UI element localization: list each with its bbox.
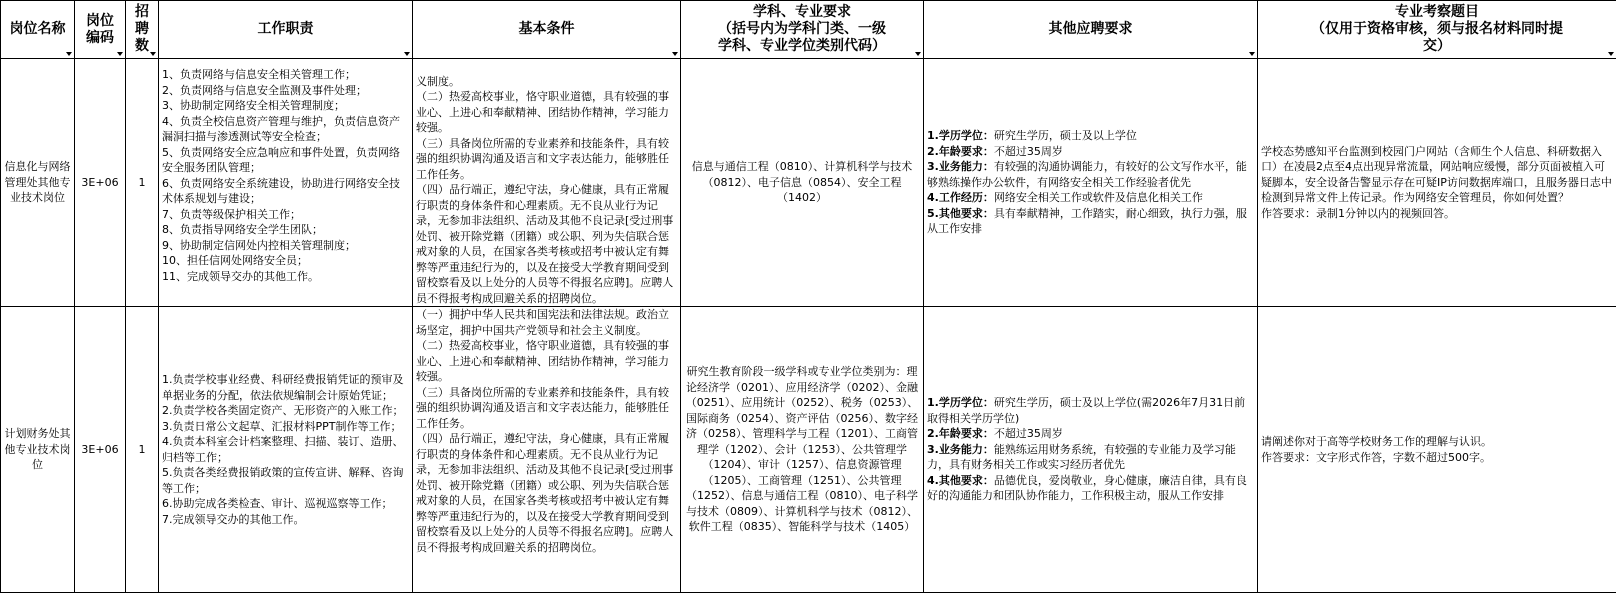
filter-dropdown-icon[interactable]: [1608, 52, 1614, 56]
other-requirements-cell[interactable]: [924, 307, 1258, 593]
majors-cell[interactable]: 研究生教育阶段一级学科或专业学位类别为：理论经济学（0201）、应用经济学（0202）、金融（0251）、应用统计（0252）、税务（0253）、国际商务（0254）、资产评估（0256）、数字经济（0258）、管理科学与工程（1201）、工商管理学（1202）、会计（1253）、公共管理学（1204）、审计（1257）、信息资源管理（1205）、工商管理（1251）、公共管理（1252）、信息与通信工程（0810）、电子科学与技术（0809）、计算机科学与技术（0812）、软件工程（0835）、智能科学与技术（1405）: [681, 307, 924, 593]
duty-item: 2.负责学校各类固定资产、无形资产的入账工作；: [162, 403, 409, 419]
header-other-requirements[interactable]: 其他应聘要求: [924, 1, 1258, 59]
position-name-cell[interactable]: 计划财务处其他专业技术岗位: [1, 307, 75, 593]
recruit-count-cell[interactable]: 1: [126, 307, 159, 593]
duties-cell[interactable]: [159, 59, 413, 307]
requirement-item: 3.业务能力：有较强的沟通协调能力，有较好的公文写作水平，能够熟练操作办公软件，有网络安全相关工作经验者优先: [927, 159, 1254, 190]
exam-answer-requirement: 作答要求：文字形式作答，字数不超过500字。: [1261, 450, 1613, 466]
header-row: [1, 1, 1616, 59]
filter-dropdown-icon[interactable]: [404, 52, 410, 56]
condition-item: （一）拥护中华人民共和国宪法和法律法规。政治立场坚定，拥护中国共产党领导和社会主义制度。: [416, 307, 677, 338]
duty-item: 1.负责学校事业经费、科研经费报销凭证的预审及单据业务的分配，依法依规编制会计原始凭证；: [162, 372, 409, 403]
duties-cell[interactable]: [159, 307, 413, 593]
header-major-requirements[interactable]: 学科、专业要求 （括号内为学科门类、一级 学科、专业学位类别代码）: [681, 1, 924, 59]
condition-item: （二）热爱高校事业，恪守职业道德，具有较强的事业心、上进心和奉献精神、团结协作精神，学习能力较强。: [416, 89, 677, 136]
duty-item: 10、担任信网处网络安全员；: [162, 253, 409, 269]
filter-dropdown-icon[interactable]: [117, 52, 123, 56]
duty-item: 9、协助制定信网处内控相关管理制度；: [162, 238, 409, 254]
requirement-item: 2.年龄要求：不超过35周岁: [927, 144, 1254, 160]
requirement-item: 4.其他要求：品德优良，爱岗敬业，身心健康，廉洁自律，具有良好的沟通能力和团队协作能力，工作积极主动，服从工作安排: [927, 473, 1254, 504]
position-code-cell[interactable]: 3E+06: [75, 307, 126, 593]
duty-item: 3、协助制定网络安全相关管理制度；: [162, 98, 409, 114]
duty-item: 3.负责日常公文起草、汇报材料PPT制作等工作；: [162, 419, 409, 435]
duty-item: 6、负责网络安全系统建设，协助进行网络安全技术体系规划与建设；: [162, 176, 409, 207]
duty-item: 5.负责各类经费报销政策的宣传宣讲、解释、咨询等工作；: [162, 465, 409, 496]
conditions-cell[interactable]: [413, 307, 681, 593]
requirement-item: 2.年龄要求：不超过35周岁: [927, 426, 1254, 442]
header-position-name[interactable]: 岗位名称: [1, 1, 75, 59]
duty-item: 7.完成领导交办的其他工作。: [162, 512, 409, 528]
duty-item: 8、负责指导网络安全学生团队；: [162, 222, 409, 238]
requirement-item: 4.工作经历：网络安全相关工作或软件及信息化相关工作: [927, 190, 1254, 206]
duty-item: 5、负责网络安全应急响应和事件处置，负责网络安全服务团队管理；: [162, 145, 409, 176]
other-requirements-cell[interactable]: [924, 59, 1258, 307]
requirement-item: 1.学历学位：研究生学历，硕士及以上学位(需2026年7月31日前取得相关学历学位): [927, 395, 1254, 426]
condition-item: （三）具备岗位所需的专业素养和技能条件，具有较强的组织协调沟通及语言和文字表达能力，能够胜任工作任务。: [416, 136, 677, 183]
table-row: [1, 307, 1616, 593]
duty-item: 4、负责全校信息资产管理与维护，负责信息资产漏洞扫描与渗透测试等安全检查；: [162, 114, 409, 145]
filter-dropdown-icon[interactable]: [150, 52, 156, 56]
duty-item: 4.负责本科室会计档案整理、扫描、装订、造册、归档等工作；: [162, 434, 409, 465]
requirement-item: 5.其他要求：具有奉献精神，工作踏实，耐心细致，执行力强，服从工作安排: [927, 206, 1254, 237]
header-exam-question[interactable]: 专业考察题目 （仅用于资格审核，须与报名材料同时提 交）: [1258, 1, 1616, 59]
header-position-code[interactable]: 岗位 编码: [75, 1, 126, 59]
condition-item: （四）品行端正，遵纪守法，身心健康，具有正常履行职责的身体条件和心理素质。无不良从业行为记录，无参加非法组织、活动及其他不良记录[受过刑事处罚、被开除党籍（团籍）或公职、列为失信联合惩戒对象的人员，在国家各类考核或招考中被认定有舞弊等严重违纪行为的，以及在接受大学教育期间受到留校察看及以上处分的人员等不得报名应聘]。应聘人员不得报考构成回避关系的招聘岗位。: [416, 431, 677, 555]
conditions-cell[interactable]: [413, 59, 681, 307]
filter-dropdown-icon[interactable]: [66, 52, 72, 56]
condition-item: （三）具备岗位所需的专业素养和技能条件，具有较强的组织协调沟通及语言和文字表达能力，能够胜任工作任务。: [416, 385, 677, 432]
requirement-item: 1.学历学位：研究生学历，硕士及以上学位: [927, 128, 1254, 144]
header-duties[interactable]: 工作职责: [159, 1, 413, 59]
duty-item: 11、完成领导交办的其他工作。: [162, 269, 409, 285]
filter-dropdown-icon[interactable]: [672, 52, 678, 56]
filter-dropdown-icon[interactable]: [915, 52, 921, 56]
condition-item: （二）热爱高校事业，恪守职业道德，具有较强的事业心、上进心和奉献精神、团结协作精神，学习能力较强。: [416, 338, 677, 385]
position-name-cell[interactable]: 信息化与网络管理处其他专业技术岗位: [1, 59, 75, 307]
condition-item: 义制度。: [416, 74, 677, 90]
recruit-count-cell[interactable]: 1: [126, 59, 159, 307]
exam-answer-requirement: 作答要求：录制1分钟以内的视频回答。: [1261, 206, 1613, 222]
condition-item: （四）品行端正，遵纪守法，身心健康，具有正常履行职责的身体条件和心理素质。无不良从业行为记录，无参加非法组织、活动及其他不良记录[受过刑事处罚、被开除党籍（团籍）或公职、列为失信联合惩戒对象的人员，在国家各类考核或招考中被认定有舞弊等严重违纪行为的，以及在接受大学教育期间受到留校察看及以上处分的人员等不得报名应聘]。应聘人员不得报考构成回避关系的招聘岗位。: [416, 182, 677, 306]
duty-item: 2、负责网络与信息安全监测及事件处理；: [162, 83, 409, 99]
majors-cell[interactable]: 信息与通信工程（0810）、计算机科学与技术（0812）、电子信息（0854）、安全工程（1402）: [681, 59, 924, 307]
position-code-cell[interactable]: 3E+06: [75, 59, 126, 307]
exam-question-text: 学校态势感知平台监测到校园门户网站（含师生个人信息、科研数据入口）在凌晨2点至4点出现异常流量，网站响应缓慢，部分页面被植入可疑脚本，安全设备告警显示存在可疑IP访问数据库端口，且服务器日志中检测到异常文件上传记录。作为网络安全管理员，你如何处置？: [1261, 144, 1613, 206]
duty-item: 1、负责网络与信息安全相关管理工作；: [162, 67, 409, 83]
exam-question-cell[interactable]: [1258, 59, 1616, 307]
duty-item: 7、负责等级保护相关工作；: [162, 207, 409, 223]
requirement-item: 3.业务能力：能熟练运用财务系统，有较强的专业能力及学习能力，具有财务相关工作或实习经历者优先: [927, 442, 1254, 473]
header-basic-conditions[interactable]: 基本条件: [413, 1, 681, 59]
exam-question-text: 请阐述你对于高等学校财务工作的理解与认识。: [1261, 434, 1613, 450]
duty-item: 6.协助完成各类检查、审计、巡视巡察等工作；: [162, 496, 409, 512]
exam-question-cell[interactable]: [1258, 307, 1616, 593]
filter-dropdown-icon[interactable]: [1249, 52, 1255, 56]
table-row: [1, 59, 1616, 307]
header-recruit-count[interactable]: 招 聘 数: [126, 1, 159, 59]
